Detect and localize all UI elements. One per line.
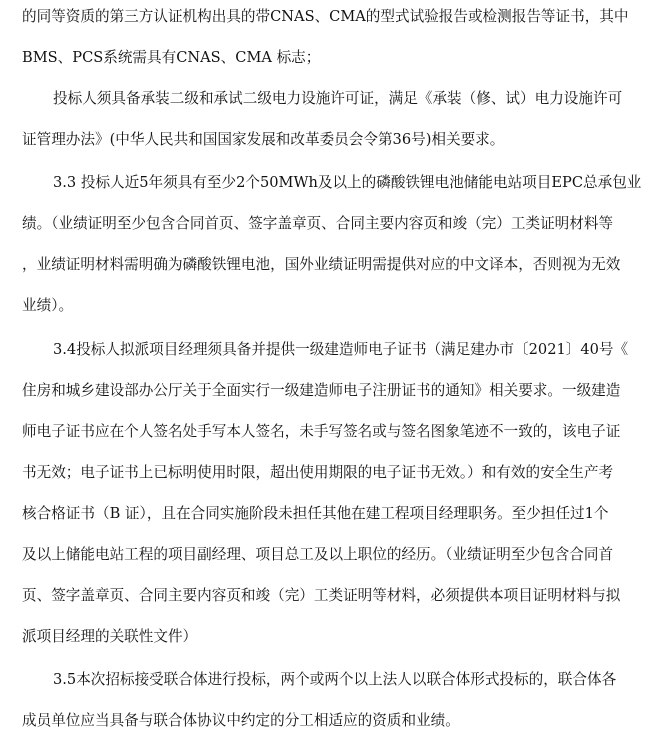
text-line: 住房和城乡建设部办公厅关于全面实行一级建造师电子注册证书的通知》相关要求。一级建造 bbox=[22, 382, 621, 399]
text-line: 投标人须具备承装二级和承试二级电力设施许可证，满足《承装（修、试）电力设施许可 bbox=[53, 90, 623, 107]
text-line: 核合格证书（B 证），且在合同实施阶段未担任其他在建工程项目经理职务。至少担任过1个 bbox=[22, 505, 609, 522]
text-line: 3.3 投标人近5年须具有至少2个50MWh及以上的磷酸铁锂电池储能电站项目EPC总承包业 bbox=[53, 174, 642, 191]
text-line: 书无效；电子证书上已标明使用时限，超出使用期限的电子证书无效。）和有效的安全生产考 bbox=[22, 464, 614, 481]
text-line: 3.4投标人拟派项目经理须具备并提供一级建造师电子证书（满足建办市〔2021〕40号《 bbox=[53, 341, 629, 358]
text-line: 业绩）。 bbox=[22, 297, 74, 314]
text-line: 证管理办法》(中华人民共和国国家发展和改革委员会令第36号)相关要求。 bbox=[22, 131, 505, 148]
text-line: BMS、PCS系统需具有CNAS、CMA 标志； bbox=[22, 49, 321, 66]
text-line: 3.5本次招标接受联合体进行投标，两个或两个以上法人以联合体形式投标的，联合体各 bbox=[53, 671, 617, 688]
text-line: 师电子证书应在个人签名处手写本人签名，未手写签名或与签名图象笔迹不一致的，该电子证 bbox=[22, 423, 621, 440]
text-line: ，业绩证明材料需明确为磷酸铁锂电池，国外业绩证明需提供对应的中文译本，否则视为无效 bbox=[22, 256, 621, 273]
text-line: 绩。（业绩证明至少包含合同首页、签字盖章页、合同主要内容页和竣（完）工类证明材料等 bbox=[22, 215, 614, 232]
text-line: 派项目经理的关联性文件） bbox=[22, 628, 198, 645]
text-line: 页、签字盖章页、合同主要内容页和竣（完）工类证明等材料，必须提供本项目证明材料与拟 bbox=[22, 587, 621, 604]
text-line: 及以上储能电站工程的项目副经理、项目总工及以上职位的经历。（业绩证明至少包含合同首 bbox=[22, 546, 614, 563]
text-line: 的同等资质的第三方认证机构出具的带CNAS、CMA的型式试验报告或检测报告等证书，其中 bbox=[22, 8, 629, 25]
text-line: 成员单位应当具备与联合体协议中约定的分工相适应的资质和业绩。 bbox=[22, 712, 460, 729]
